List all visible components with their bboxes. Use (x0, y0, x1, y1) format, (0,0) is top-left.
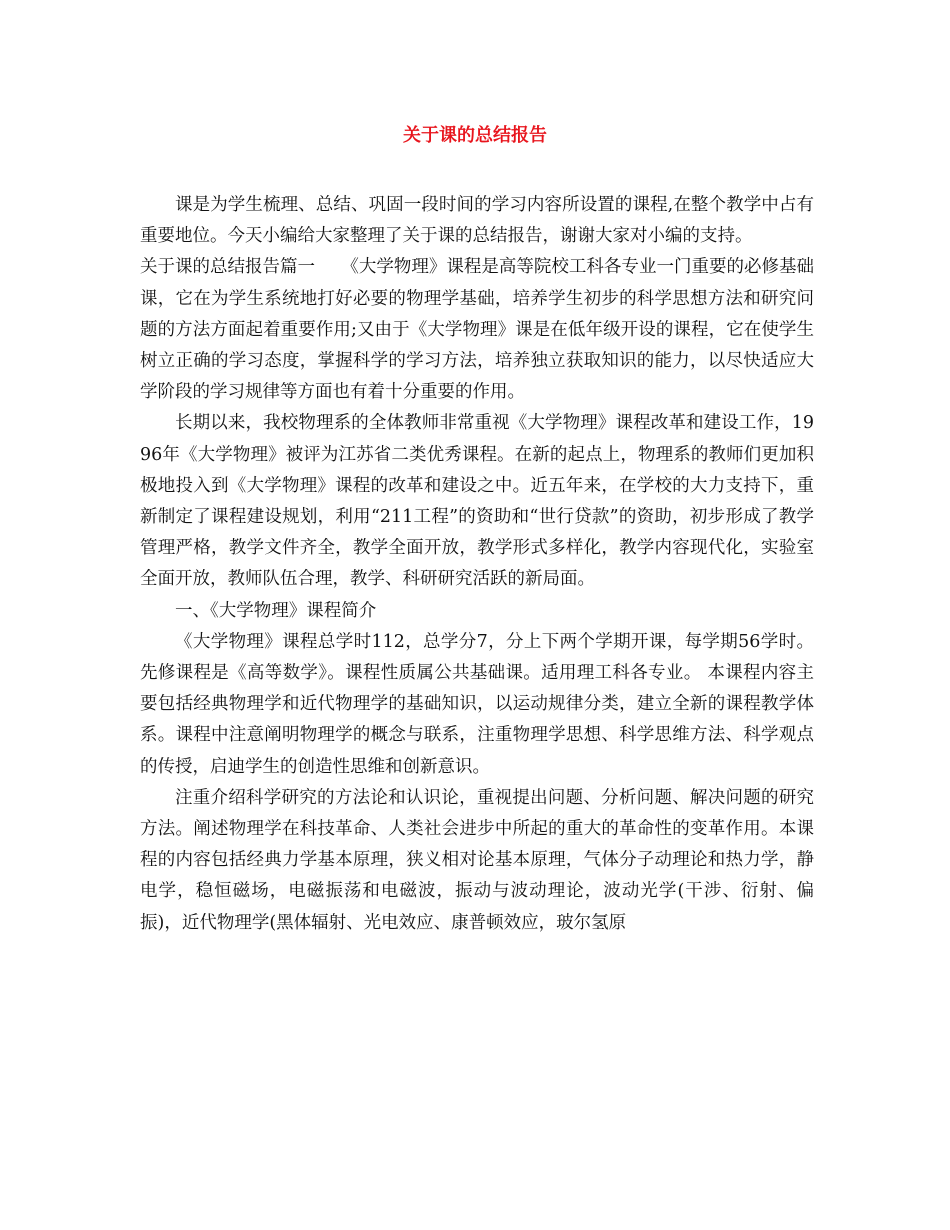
paragraph-part-one: 关于课的总结报告篇一 《大学物理》课程是高等院校工科各专业一门重要的必修基础课，它在为学生系统地打好必要的物理学基础，培养学生初步的科学思想方法和研究问题的方法方面起着重要作用;又由于《大学物理》课是在低年级开设的课程，它在使学生树立正确的学习态度，掌握科学的学习方法，培养独立获取知识的能力，以尽快适应大学阶段的学习规律等方面也有着十分重要的作用。 (140, 257, 814, 403)
paragraph-history: 长期以来，我校物理系的全体教师非常重视《大学物理》课程改革和建设工作，1996年《大学物理》被评为江苏省二类优秀课程。在新的起点上，物理系的教师们更加积极地投入到《大学物理》课程的改革和建设之中。近五年来，在学校的大力支持下，重新制定了课程建设规划，利用“211工程”的资助和“世行贷款”的资助，初步形成了教学管理严格，教学文件齐全，教学全面开放，教学形式多样化，教学内容现代化，实验室全面开放，教师队伍合理，教学、科研研究活跃的新局面。 (140, 413, 814, 590)
paragraph-intro: 课是为学生梳理、总结、巩固一段时间的学习内容所设置的课程,在整个教学中占有重要地位。今天小编给大家整理了关于课的总结报告，谢谢大家对小编的支持。 (140, 195, 814, 247)
section-heading-course-intro: 一、《大学物理》课程简介 (175, 600, 377, 621)
document-body (140, 190, 814, 939)
document-title: 关于课的总结报告 (403, 125, 547, 146)
paragraph-methodology: 注重介绍科学研究的方法论和认识论，重视提出问题、分析问题、解决问题的研究方法。阐述物理学在科技革命、人类社会进步中所起的重大的革命性的变革作用。本课程的内容包括经典力学基本原理，狭义相对论基本原理，气体分子动理论和热力学，静电学，稳恒磁场，电磁振荡和电磁波，振动与波动理论，波动光学(干涉、衍射、偏振)，近代物理学(黑体辐射、光电效应、康普顿效应，玻尔氢原 (140, 787, 814, 933)
paragraph-course-overview: 《大学物理》课程总学时112，总学分7，分上下两个学期开课，每学期56学时。先修课程是《高等数学》。课程性质属公共基础课。适用理工科各专业。 本课程内容主要包括经典物理学和近代物理学的基础知识，以运动规律分类，建立全新的课程教学体系。课程中注意阐明物理学的概念与联系，注重物理学思想、科学思维方法、科学观点的传授，启迪学生的创造性思维和创新意识。 (140, 631, 814, 777)
